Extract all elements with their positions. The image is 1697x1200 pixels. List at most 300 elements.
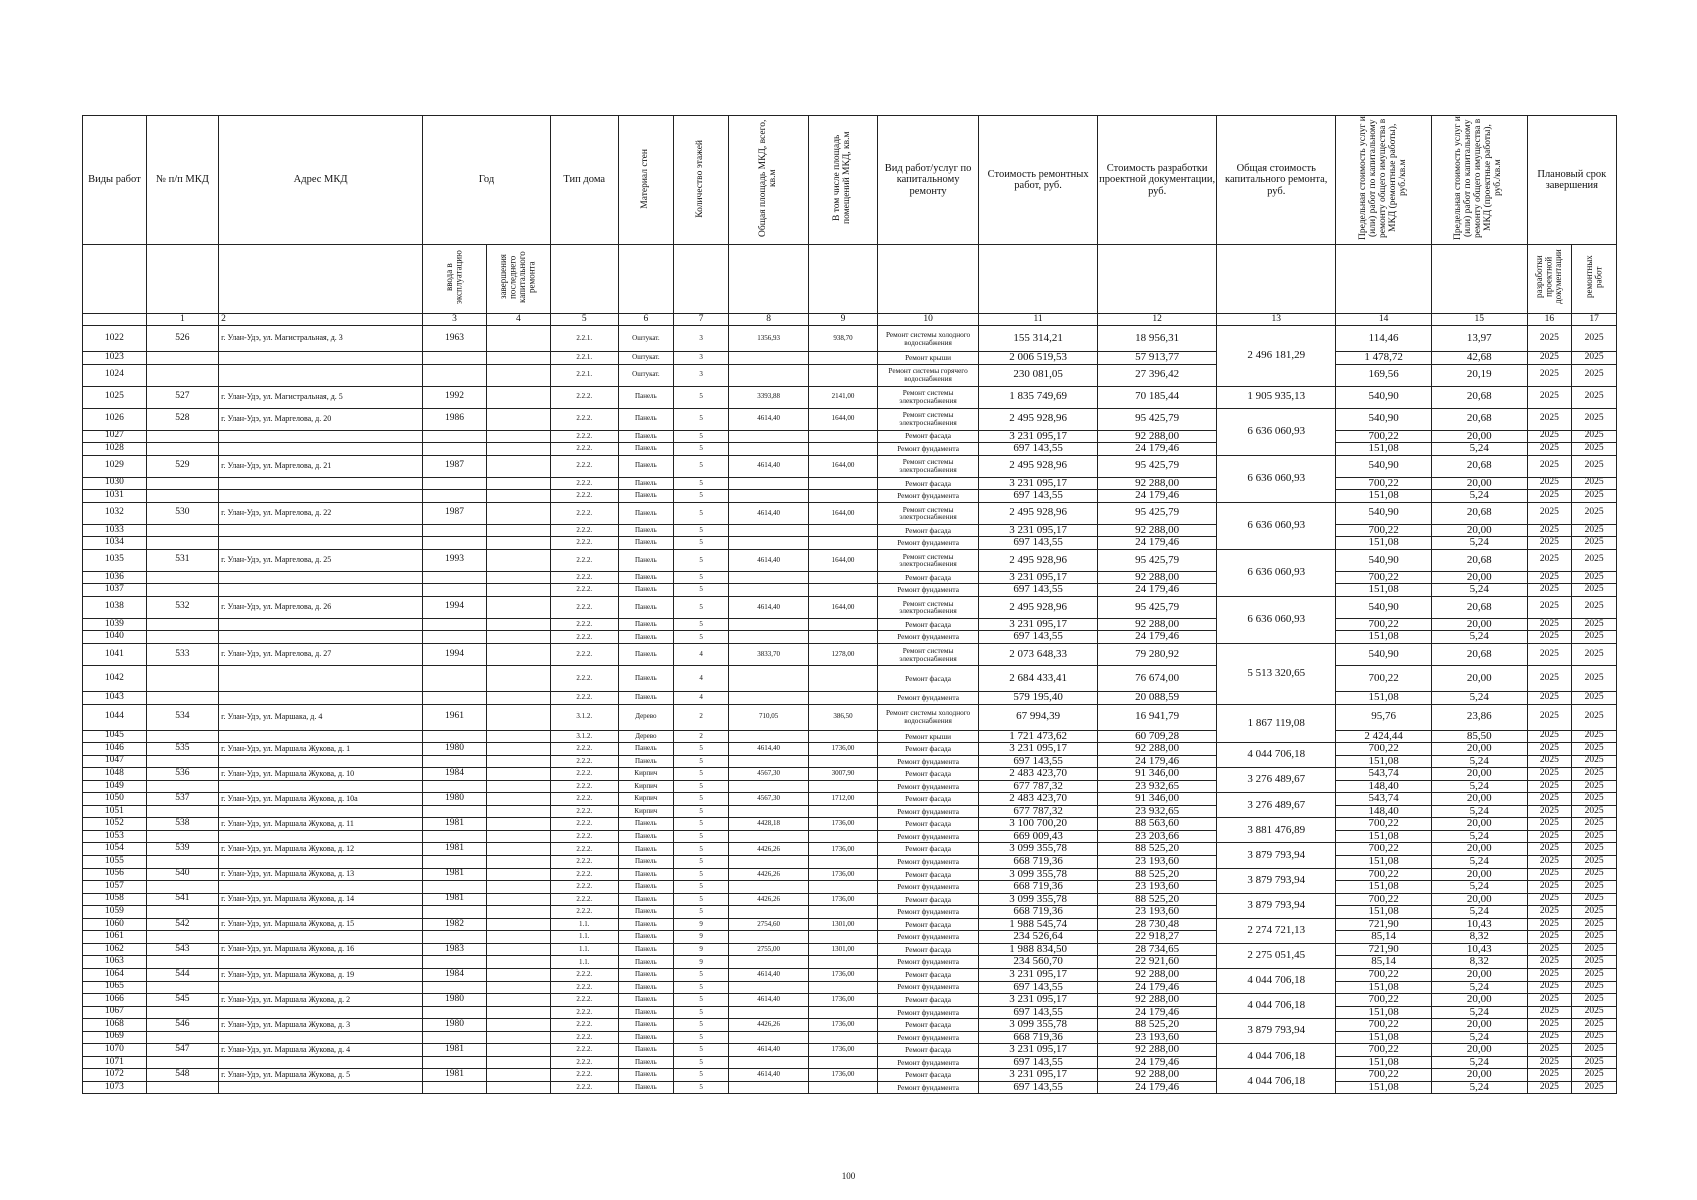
cell-limit-design: 10,43 [1431, 918, 1527, 931]
table-row [83, 443, 1617, 456]
cell-house-type: 2.2.2. [550, 692, 618, 705]
cell-floors: 5 [674, 906, 729, 919]
table-body [83, 326, 1617, 1094]
cell-premises-area [809, 537, 878, 550]
cell-year-last-repair [486, 430, 550, 443]
cell-premises-area: 1736,00 [809, 843, 878, 856]
table-row [83, 408, 1617, 430]
cell-limit-design: 20,00 [1431, 843, 1527, 856]
cell-limit-repair: 151,08 [1336, 981, 1432, 994]
cell-design-cost: 92 288,00 [1098, 477, 1217, 490]
cell-year-last-repair [486, 631, 550, 644]
cell-work-kind: Ремонт фасада [878, 1019, 979, 1032]
cell-house-type: 2.2.2. [550, 1081, 618, 1094]
cell-house-type: 2.2.2. [550, 537, 618, 550]
cell-plan-repair-year: 2025 [1572, 780, 1617, 793]
cell-address: г. Улан-Удэ, ул. Маргелова, д. 27 [219, 644, 423, 666]
cell-limit-repair: 169,56 [1336, 364, 1432, 386]
table-row [83, 994, 1617, 1007]
cell-plan-repair-year: 2025 [1572, 477, 1617, 490]
cell-house-type: 1.1. [550, 931, 618, 944]
cell-mkd-number: 548 [146, 1069, 218, 1082]
cell-plan-design-year: 2025 [1527, 743, 1572, 756]
cell-total-area: 4614,40 [729, 994, 809, 1007]
cell-plan-repair-year: 2025 [1572, 981, 1617, 994]
cell-limit-design: 5,24 [1431, 981, 1527, 994]
cell-mkd-number: 542 [146, 918, 218, 931]
table-row [83, 549, 1617, 571]
cell-floors: 4 [674, 666, 729, 692]
cell-mkd-number [146, 571, 218, 584]
cell-premises-area [809, 1031, 878, 1044]
cell-wall-material: Панель [618, 1044, 673, 1057]
cell-work-kind: Ремонт фасада [878, 524, 979, 537]
cell-plan-repair-year: 2025 [1572, 326, 1617, 352]
cell-work-kind: Ремонт крыши [878, 352, 979, 365]
cell-total-area [729, 477, 809, 490]
cell-plan-repair-year: 2025 [1572, 443, 1617, 456]
cell-limit-repair: 721,90 [1336, 918, 1432, 931]
cell-design-cost: 95 425,79 [1098, 596, 1217, 618]
cell-row-id: 1065 [83, 981, 147, 994]
cell-floors: 5 [674, 743, 729, 756]
table-row [83, 768, 1617, 781]
cell-total-area [729, 856, 809, 869]
col-work-types: Виды работ [83, 116, 147, 245]
cell-year-last-repair [486, 704, 550, 730]
cell-work-kind: Ремонт фасада [878, 943, 979, 956]
cell-floors: 5 [674, 571, 729, 584]
cell-work-kind: Ремонт фасада [878, 743, 979, 756]
cell-wall-material: Панель [618, 443, 673, 456]
cell-year-last-repair [486, 968, 550, 981]
cell-work-kind: Ремонт фундамента [878, 981, 979, 994]
cell-plan-design-year: 2025 [1527, 692, 1572, 705]
cell-plan-design-year: 2025 [1527, 968, 1572, 981]
cell-row-id: 1062 [83, 943, 147, 956]
cell-repair-cost: 2 495 928,96 [979, 549, 1098, 571]
cell-plan-design-year: 2025 [1527, 818, 1572, 831]
cell-address [219, 906, 423, 919]
table-row [83, 571, 1617, 584]
cell-year-commission: 1981 [423, 818, 487, 831]
cell-wall-material: Оштукат. [618, 326, 673, 352]
cell-premises-area: 1301,00 [809, 943, 878, 956]
cell-limit-design: 5,24 [1431, 805, 1527, 818]
cell-work-kind: Ремонт системы электроснабжения [878, 596, 979, 618]
cell-row-id: 1032 [83, 502, 147, 524]
cell-row-id: 1055 [83, 856, 147, 869]
cell-design-cost: 88 525,20 [1098, 868, 1217, 881]
cell-limit-repair: 543,74 [1336, 793, 1432, 806]
cell-plan-design-year: 2025 [1527, 549, 1572, 571]
cell-repair-cost: 1 988 545,74 [979, 918, 1098, 931]
cell-limit-repair: 700,22 [1336, 1069, 1432, 1082]
cell-house-type: 2.2.2. [550, 666, 618, 692]
cell-total-area: 4426,26 [729, 893, 809, 906]
cell-plan-design-year: 2025 [1527, 596, 1572, 618]
cell-house-type: 2.2.2. [550, 1044, 618, 1057]
cell-mkd-number: 535 [146, 743, 218, 756]
cell-year-last-repair [486, 943, 550, 956]
cell-total-area: 4614,40 [729, 502, 809, 524]
cell-design-cost: 92 288,00 [1098, 968, 1217, 981]
cell-mkd-number: 534 [146, 704, 218, 730]
cell-total-area [729, 1056, 809, 1069]
cell-design-cost: 92 288,00 [1098, 1069, 1217, 1082]
cell-repair-cost: 697 143,55 [979, 584, 1098, 597]
cell-row-id: 1064 [83, 968, 147, 981]
cell-design-cost: 70 185,44 [1098, 386, 1217, 408]
cell-year-commission: 1984 [423, 968, 487, 981]
cell-plan-repair-year: 2025 [1572, 1019, 1617, 1032]
cell-address: г. Улан-Удэ, ул. Магистральная, д. 5 [219, 386, 423, 408]
cell-mkd-number: 545 [146, 994, 218, 1007]
cell-total-area [729, 1081, 809, 1094]
cell-wall-material: Панель [618, 818, 673, 831]
cell-total-area: 4426,26 [729, 843, 809, 856]
cell-wall-material: Панель [618, 755, 673, 768]
cell-work-kind: Ремонт фундамента [878, 537, 979, 550]
cell-design-cost: 22 921,60 [1098, 956, 1217, 969]
cell-year-last-repair [486, 1069, 550, 1082]
cell-work-kind: Ремонт фундамента [878, 956, 979, 969]
cell-total-area: 3393,88 [729, 386, 809, 408]
cell-limit-design: 20,68 [1431, 408, 1527, 430]
cell-year-last-repair [486, 1056, 550, 1069]
cell-plan-design-year: 2025 [1527, 571, 1572, 584]
cell-repair-cost: 2 483 423,70 [979, 768, 1098, 781]
cell-row-id: 1042 [83, 666, 147, 692]
cell-design-cost: 95 425,79 [1098, 455, 1217, 477]
cell-plan-design-year: 2025 [1527, 618, 1572, 631]
cell-address: г. Улан-Удэ, ул. Маргелова, д. 22 [219, 502, 423, 524]
cell-limit-repair: 151,08 [1336, 1056, 1432, 1069]
cell-house-type: 2.2.2. [550, 443, 618, 456]
cell-mkd-number [146, 537, 218, 550]
cell-year-last-repair [486, 981, 550, 994]
cell-wall-material: Панель [618, 477, 673, 490]
cell-mkd-number [146, 1006, 218, 1019]
cell-repair-cost: 677 787,32 [979, 805, 1098, 818]
cell-limit-repair: 540,90 [1336, 596, 1432, 618]
cell-premises-area: 1736,00 [809, 968, 878, 981]
cell-repair-cost: 697 143,55 [979, 490, 1098, 503]
cell-premises-area: 1644,00 [809, 455, 878, 477]
cell-mkd-number [146, 631, 218, 644]
cell-premises-area [809, 906, 878, 919]
cell-premises-area: 1736,00 [809, 1069, 878, 1082]
cell-repair-cost: 2 495 928,96 [979, 502, 1098, 524]
cell-work-kind: Ремонт фундамента [878, 1031, 979, 1044]
cell-total-cost: 3 879 793,94 [1217, 843, 1336, 868]
cell-limit-repair: 151,08 [1336, 1031, 1432, 1044]
cell-house-type: 2.2.2. [550, 477, 618, 490]
cell-limit-design: 8,32 [1431, 956, 1527, 969]
cell-plan-repair-year: 2025 [1572, 455, 1617, 477]
cell-premises-area: 938,70 [809, 326, 878, 352]
col-limit-design: Предельная стоимость услуг и (или) работ по капитальному ремонту общего имущества в МКД (проектные работы), руб./кв.м [1431, 116, 1527, 245]
cell-address: г. Улан-Удэ, ул. Маршала Жукова, д. 14 [219, 893, 423, 906]
cell-house-type: 2.2.2. [550, 893, 618, 906]
cell-limit-design: 20,68 [1431, 596, 1527, 618]
cell-repair-cost: 697 143,55 [979, 631, 1098, 644]
cell-year-commission [423, 631, 487, 644]
cell-address [219, 881, 423, 894]
cell-plan-repair-year: 2025 [1572, 868, 1617, 881]
cell-premises-area [809, 364, 878, 386]
cell-floors: 5 [674, 537, 729, 550]
cell-work-kind: Ремонт фундамента [878, 1056, 979, 1069]
cell-premises-area: 1644,00 [809, 408, 878, 430]
cell-design-cost: 88 525,20 [1098, 1019, 1217, 1032]
cell-work-kind: Ремонт фундамента [878, 1006, 979, 1019]
column-number: 10 [878, 314, 979, 326]
cell-address [219, 755, 423, 768]
cell-mkd-number: 526 [146, 326, 218, 352]
cell-row-id: 1023 [83, 352, 147, 365]
table-row [83, 956, 1617, 969]
cell-design-cost: 24 179,46 [1098, 584, 1217, 597]
cell-year-commission [423, 830, 487, 843]
cell-premises-area: 1736,00 [809, 1019, 878, 1032]
cell-total-area [729, 830, 809, 843]
cell-premises-area: 1736,00 [809, 893, 878, 906]
cell-repair-cost: 230 081,05 [979, 364, 1098, 386]
cell-total-area [729, 631, 809, 644]
cell-plan-design-year: 2025 [1527, 430, 1572, 443]
cell-floors: 5 [674, 780, 729, 793]
cell-design-cost: 92 288,00 [1098, 1044, 1217, 1057]
cell-mkd-number [146, 931, 218, 944]
cell-premises-area [809, 666, 878, 692]
cell-limit-repair: 700,22 [1336, 1019, 1432, 1032]
cell-limit-design: 20,00 [1431, 768, 1527, 781]
cell-total-area: 4614,40 [729, 1044, 809, 1057]
cell-premises-area [809, 856, 878, 869]
table-row [83, 618, 1617, 631]
table-row [83, 326, 1617, 352]
cell-row-id: 1035 [83, 549, 147, 571]
cell-limit-design: 20,68 [1431, 549, 1527, 571]
cell-row-id: 1066 [83, 994, 147, 1007]
cell-plan-repair-year: 2025 [1572, 644, 1617, 666]
cell-plan-repair-year: 2025 [1572, 618, 1617, 631]
cell-design-cost: 92 288,00 [1098, 430, 1217, 443]
cell-row-id: 1043 [83, 692, 147, 705]
cell-limit-repair: 700,22 [1336, 994, 1432, 1007]
cell-total-area [729, 430, 809, 443]
cell-floors: 5 [674, 455, 729, 477]
cell-total-cost: 6 636 060,93 [1217, 502, 1336, 549]
cell-wall-material: Панель [618, 1019, 673, 1032]
cell-premises-area: 1644,00 [809, 596, 878, 618]
cell-house-type: 2.2.2. [550, 743, 618, 756]
cell-house-type: 1.1. [550, 943, 618, 956]
cell-plan-design-year: 2025 [1527, 943, 1572, 956]
column-number: 1 [146, 314, 218, 326]
cell-limit-design: 5,24 [1431, 830, 1527, 843]
cell-address [219, 931, 423, 944]
cell-year-last-repair [486, 994, 550, 1007]
cell-mkd-number [146, 881, 218, 894]
cell-limit-repair: 700,22 [1336, 666, 1432, 692]
cell-row-id: 1025 [83, 386, 147, 408]
cell-house-type: 2.2.1. [550, 352, 618, 365]
cell-wall-material: Панель [618, 644, 673, 666]
cell-limit-repair: 1 478,72 [1336, 352, 1432, 365]
cell-repair-cost: 697 143,55 [979, 1006, 1098, 1019]
cell-total-cost: 1 867 119,08 [1217, 704, 1336, 743]
cell-row-id: 1045 [83, 730, 147, 743]
cell-limit-repair: 148,40 [1336, 780, 1432, 793]
cell-floors: 5 [674, 386, 729, 408]
cell-row-id: 1061 [83, 931, 147, 944]
cell-year-commission [423, 537, 487, 550]
cell-plan-repair-year: 2025 [1572, 818, 1617, 831]
cell-repair-cost: 3 231 095,17 [979, 430, 1098, 443]
cell-house-type: 3.1.2. [550, 730, 618, 743]
cell-address [219, 1031, 423, 1044]
cell-house-type: 2.2.2. [550, 856, 618, 869]
cell-mkd-number: 543 [146, 943, 218, 956]
cell-limit-design: 5,24 [1431, 1006, 1527, 1019]
cell-work-kind: Ремонт фасада [878, 1044, 979, 1057]
cell-repair-cost: 668 719,36 [979, 1031, 1098, 1044]
cell-repair-cost: 2 073 648,33 [979, 644, 1098, 666]
column-number: 15 [1431, 314, 1527, 326]
table-row [83, 502, 1617, 524]
cell-total-area: 4426,26 [729, 1019, 809, 1032]
cell-design-cost: 23 193,60 [1098, 906, 1217, 919]
cell-work-kind: Ремонт фасада [878, 768, 979, 781]
cell-address [219, 364, 423, 386]
cell-total-area [729, 805, 809, 818]
cell-plan-repair-year: 2025 [1572, 1044, 1617, 1057]
cell-repair-cost: 579 195,40 [979, 692, 1098, 705]
cell-floors: 5 [674, 968, 729, 981]
cell-row-id: 1056 [83, 868, 147, 881]
cell-mkd-number: 533 [146, 644, 218, 666]
cell-address [219, 524, 423, 537]
table-row [83, 868, 1617, 881]
cell-floors: 5 [674, 502, 729, 524]
cell-work-kind: Ремонт системы холодного водоснабжения [878, 326, 979, 352]
cell-work-kind: Ремонт фасада [878, 430, 979, 443]
cell-premises-area [809, 780, 878, 793]
cell-total-area [729, 364, 809, 386]
cell-mkd-number [146, 692, 218, 705]
cell-year-commission [423, 981, 487, 994]
cell-mkd-number [146, 443, 218, 456]
cell-plan-repair-year: 2025 [1572, 906, 1617, 919]
cell-house-type: 2.2.2. [550, 818, 618, 831]
table-row [83, 1019, 1617, 1032]
cell-limit-design: 20,68 [1431, 502, 1527, 524]
column-number: 16 [1527, 314, 1572, 326]
cell-repair-cost: 3 231 095,17 [979, 743, 1098, 756]
cell-year-commission [423, 1056, 487, 1069]
cell-total-area: 4567,30 [729, 768, 809, 781]
cell-year-last-repair [486, 549, 550, 571]
cell-limit-design: 5,24 [1431, 631, 1527, 644]
cell-wall-material: Панель [618, 830, 673, 843]
cell-year-last-repair [486, 408, 550, 430]
cell-plan-design-year: 2025 [1527, 443, 1572, 456]
cell-plan-design-year: 2025 [1527, 730, 1572, 743]
cell-wall-material: Кирпич [618, 780, 673, 793]
cell-row-id: 1029 [83, 455, 147, 477]
cell-mkd-number: 536 [146, 768, 218, 781]
cell-premises-area [809, 618, 878, 631]
cell-year-last-repair [486, 730, 550, 743]
cell-wall-material: Панель [618, 943, 673, 956]
cell-mkd-number [146, 490, 218, 503]
cell-plan-design-year: 2025 [1527, 856, 1572, 869]
cell-mkd-number [146, 830, 218, 843]
cell-floors: 5 [674, 549, 729, 571]
cell-mkd-number: 530 [146, 502, 218, 524]
table-row [83, 386, 1617, 408]
cell-wall-material: Панель [618, 893, 673, 906]
cell-row-id: 1071 [83, 1056, 147, 1069]
cell-row-id: 1040 [83, 631, 147, 644]
cell-wall-material: Панель [618, 1031, 673, 1044]
cell-year-commission [423, 571, 487, 584]
cell-plan-repair-year: 2025 [1572, 881, 1617, 894]
cell-total-area: 4614,40 [729, 549, 809, 571]
cell-row-id: 1060 [83, 918, 147, 931]
cell-work-kind: Ремонт фундамента [878, 692, 979, 705]
cell-wall-material: Панель [618, 843, 673, 856]
cell-repair-cost: 677 787,32 [979, 780, 1098, 793]
cell-design-cost: 24 179,46 [1098, 537, 1217, 550]
cell-repair-cost: 697 143,55 [979, 1081, 1098, 1094]
cell-row-id: 1047 [83, 755, 147, 768]
cell-total-cost: 6 636 060,93 [1217, 408, 1336, 455]
cell-plan-repair-year: 2025 [1572, 537, 1617, 550]
cell-design-cost: 24 179,46 [1098, 981, 1217, 994]
cell-plan-repair-year: 2025 [1572, 730, 1617, 743]
cell-year-commission: 1981 [423, 843, 487, 856]
cell-plan-design-year: 2025 [1527, 537, 1572, 550]
cell-limit-repair: 151,08 [1336, 692, 1432, 705]
cell-floors: 5 [674, 1019, 729, 1032]
cell-total-area: 3833,70 [729, 644, 809, 666]
cell-design-cost: 92 288,00 [1098, 571, 1217, 584]
cell-repair-cost: 67 994,39 [979, 704, 1098, 730]
cell-address [219, 618, 423, 631]
cell-plan-design-year: 2025 [1527, 1044, 1572, 1057]
cell-work-kind: Ремонт фундамента [878, 931, 979, 944]
table-row [83, 918, 1617, 931]
cell-plan-repair-year: 2025 [1572, 956, 1617, 969]
cell-limit-design: 13,97 [1431, 326, 1527, 352]
cell-house-type: 2.2.2. [550, 430, 618, 443]
cell-limit-design: 5,24 [1431, 537, 1527, 550]
cell-plan-repair-year: 2025 [1572, 856, 1617, 869]
cell-mkd-number: 540 [146, 868, 218, 881]
cell-year-commission [423, 856, 487, 869]
cell-premises-area: 1712,00 [809, 793, 878, 806]
cell-mkd-number [146, 906, 218, 919]
table-row [83, 968, 1617, 981]
cell-limit-repair: 151,08 [1336, 755, 1432, 768]
table-row [83, 1031, 1617, 1044]
cell-house-type: 2.2.2. [550, 490, 618, 503]
cell-year-last-repair [486, 1006, 550, 1019]
cell-row-id: 1024 [83, 364, 147, 386]
